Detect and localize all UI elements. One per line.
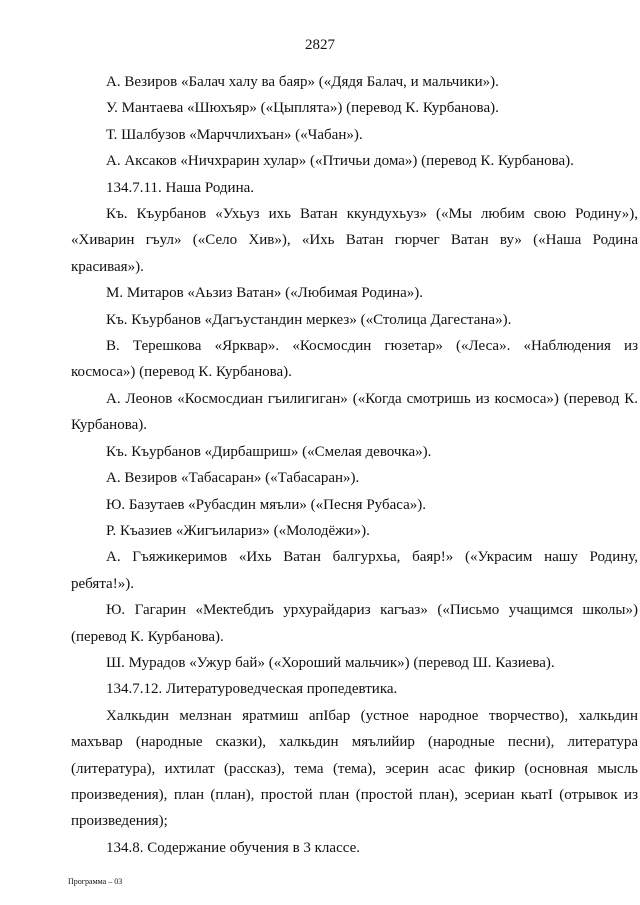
- paragraph: Къ. Къурбанов «Дирбашриш» («Смелая девочка»).: [106, 443, 432, 460]
- paragraph: Ю. Гагарин «Мектебдиъ урхурайдариз кагъаз» («Письмо учащимся школы») (перевод К. Курбанова).: [71, 602, 638, 645]
- paragraph: Т. Шалбузов «Марччлихъан» («Чабан»).: [106, 126, 363, 143]
- paragraph: А. Гъяжикеримов «Ихь Ватан балгурхьа, баяр!» («Украсим нашу Родину, ребята!»).: [71, 549, 638, 592]
- paragraph: Къ. Къурбанов «Дагъустандин меркез» («Столица Дагестана»).: [106, 311, 512, 328]
- paragraph: Ю. Базутаев «Рубасдин мяъли» («Песня Рубаса»).: [106, 496, 426, 513]
- paragraph: Халкьдин мелзнан яратмиш апIбар (устное народное творчество), халкьдин махъвар (народные сказки), халкьдин мяълийир (народные песни), литература (литература), ихтилат (рассказ), тема (тема), эсерин асас фикир (основная мысль произведения), план (план), простой план (простой план), эсериан кьатI (отрывок из произведения);: [71, 707, 638, 830]
- paragraph: Р. Къазиев «Жигъилариз» («Молодёжи»).: [106, 522, 370, 539]
- section-heading: 134.7.11. Наша Родина.: [106, 179, 255, 196]
- paragraph: А. Везиров «Табасаран» («Табасаран»).: [106, 470, 360, 487]
- paragraph: Къ. Къурбанов «Ухьуз ихь Ватан ккундухьуз» («Мы любим свою Родину»), «Хиварин гъул» («Село Хив»), «Ихь Ватан гюрчег Ватан ву» («Наша Родина красивая»).: [71, 206, 638, 275]
- section-heading: 134.8. Содержание обучения в 3 классе.: [106, 839, 360, 856]
- paragraph: А. Леонов «Космосдиан гъилигиган» («Когда смотришь из космоса») (перевод К. Курбанова).: [71, 390, 638, 434]
- document-body: [71, 69, 638, 861]
- footer-label: Программа – 03: [68, 877, 123, 886]
- section-heading: 134.7.12. Литературоведческая пропедевтика.: [106, 681, 398, 698]
- page-number: 2827: [305, 37, 335, 53]
- paragraph: А. Везиров «Балач халу ва баяр» («Дядя Балач, и мальчики»).: [106, 74, 499, 90]
- paragraph: Ш. Мурадов «Ужур бай» («Хороший мальчик») (перевод Ш. Казиева).: [106, 654, 555, 671]
- paragraph: М. Митаров «Аьзиз Ватан» («Любимая Родина»).: [106, 285, 424, 302]
- paragraph: У. Мантаева «Шюхъяр» («Цыплята») (перевод К. Курбанова).: [106, 100, 499, 117]
- paragraph: В. Терешкова «Ярквар». «Космосдин гюзетар» («Леса». «Наблюдения из космоса») (перевод К. Курбанова).: [71, 338, 638, 381]
- paragraph: А. Аксаков «Ничхрарин хулар» («Птичьи дома») (перевод К. Курбанова).: [106, 153, 574, 170]
